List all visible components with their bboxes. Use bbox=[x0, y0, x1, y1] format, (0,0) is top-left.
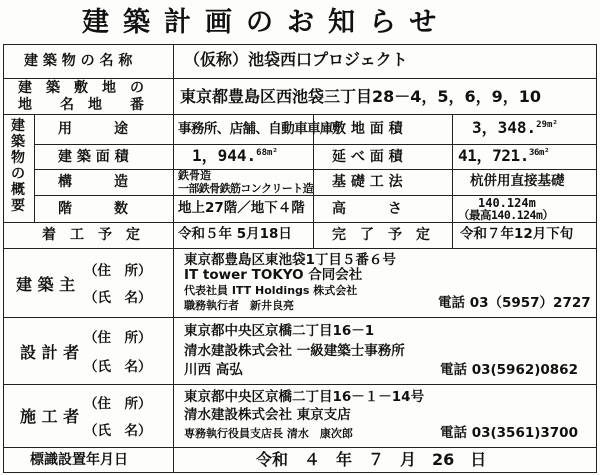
contractor-name-label: （氏 名） bbox=[84, 423, 152, 439]
owner-name-line3: 職務執行者 新井良亮 bbox=[184, 299, 294, 312]
site-area-number: 3，348. bbox=[472, 118, 537, 137]
building-name-value: （仮称）池袋西口プロジェクト bbox=[184, 50, 408, 69]
owner-phone: 電話 03（5957）2727 bbox=[438, 295, 591, 311]
designer-role: 設 計 者 bbox=[20, 343, 80, 362]
floor-area-number: 41，721. bbox=[458, 146, 529, 165]
designer-phone: 電話 03(5962)0862 bbox=[440, 362, 578, 378]
floors-label: 階 数 bbox=[58, 201, 128, 217]
designer-address: 東京都中央区京橋二丁目16－1 bbox=[184, 323, 375, 339]
floors-value: 地上27階／地下４階 bbox=[178, 200, 305, 216]
contractor-address: 東京都中央区京橋二丁目16－１－14号 bbox=[184, 389, 425, 405]
structure-value-line1: 鉄骨造 bbox=[178, 169, 211, 182]
start-label: 着 工 予 定 bbox=[42, 227, 140, 243]
designer-name-line2: 川西 高弘 bbox=[184, 362, 243, 378]
height-value-line1: 140.124m bbox=[478, 196, 536, 210]
building-area-decimal: 68 bbox=[256, 148, 268, 158]
sign-date-label: 標識設置年月日 bbox=[30, 452, 128, 468]
rule-line bbox=[34, 169, 597, 170]
rule-line bbox=[173, 447, 174, 472]
contractor-name-line2: 専務執行役員支店長 清水 康次郎 bbox=[184, 427, 353, 440]
floor-area-value bbox=[458, 148, 549, 164]
site-area-unit: m² bbox=[547, 120, 558, 130]
rule-line bbox=[596, 44, 597, 472]
rule-line bbox=[34, 114, 35, 222]
foundation-value: 杭併用直接基礎 bbox=[470, 173, 565, 189]
contractor-name-line1: 清水建設株式会社 東京支店 bbox=[184, 407, 351, 423]
rule-line bbox=[3, 222, 597, 223]
complete-value: 令和７年12月下旬 bbox=[460, 226, 574, 242]
height-value-line2: （最高140.124m） bbox=[458, 208, 554, 222]
floor-area-decimal: 36 bbox=[529, 148, 540, 158]
rule-line bbox=[452, 114, 453, 248]
rule-line bbox=[3, 114, 597, 115]
rule-line bbox=[173, 44, 174, 248]
site-label-line1: 建 築 敷 地 の bbox=[18, 80, 144, 96]
designer-name-label: （氏 名） bbox=[84, 359, 152, 375]
page-title: 建築計画のお知らせ bbox=[82, 7, 451, 38]
contractor-role: 施 工 者 bbox=[20, 407, 80, 426]
sign-date-value: 令和 ４ 年 ７ 月 26 日 bbox=[256, 450, 487, 469]
site-area-label: 敷 地 面 積 bbox=[332, 121, 403, 137]
structure-value-line2: 一部鉄骨鉄筋コンクリート造 bbox=[178, 182, 313, 195]
foundation-label: 基 礎 工 法 bbox=[332, 174, 403, 190]
designer-address-label: （住 所） bbox=[84, 330, 152, 346]
rule-line bbox=[34, 144, 597, 145]
structure-label: 構 造 bbox=[58, 174, 128, 190]
rule-line bbox=[3, 78, 597, 79]
owner-role: 建 築 主 bbox=[16, 275, 76, 294]
designer-name-line1: 清水建設株式会社 一級建築士事務所 bbox=[184, 343, 405, 359]
building-name-label: 建 築 物 の 名 称 bbox=[24, 53, 133, 69]
height-label: 高 さ bbox=[332, 201, 402, 217]
contractor-phone: 電話 03(3561)3700 bbox=[440, 425, 578, 441]
site-area-value bbox=[472, 120, 558, 136]
owner-name-line2: 代表社員 ITT Holdings 株式会社 bbox=[184, 284, 358, 297]
complete-label: 完 了 予 定 bbox=[332, 227, 430, 243]
rule-line bbox=[3, 248, 597, 249]
owner-address: 東京都豊島区東池袋1丁目５番６号 bbox=[184, 252, 396, 268]
owner-name-label: （氏 名） bbox=[84, 290, 152, 306]
building-area-unit: m² bbox=[267, 148, 278, 158]
use-value: 事務所、店舗、自動車車庫 bbox=[178, 121, 333, 137]
rule-line bbox=[3, 447, 597, 448]
rule-line bbox=[173, 248, 174, 447]
rule-line bbox=[3, 317, 597, 318]
rule-line bbox=[3, 472, 597, 473]
site-label-line2: 地 名 地 番 bbox=[18, 97, 144, 113]
rule-line bbox=[3, 44, 597, 45]
start-value: 令和５年 5月18日 bbox=[178, 226, 292, 242]
site-address-value: 東京都豊島区西池袋三丁目28－4，5，6，9，10 bbox=[180, 87, 542, 106]
floor-area-unit: m² bbox=[539, 148, 550, 158]
building-area-value bbox=[192, 148, 278, 164]
floor-area-label: 延 べ 面 積 bbox=[332, 149, 403, 165]
use-label: 用 途 bbox=[58, 121, 128, 137]
building-area-number: 1，944. bbox=[192, 146, 257, 165]
owner-name-line1: IT tower TOKYO 合同会社 bbox=[184, 267, 363, 283]
contractor-address-label: （住 所） bbox=[84, 396, 152, 412]
rule-line bbox=[3, 384, 597, 385]
building-area-label: 建 築 面 積 bbox=[58, 149, 129, 165]
rule-line bbox=[3, 44, 4, 472]
site-area-decimal: 29 bbox=[536, 120, 548, 130]
owner-address-label: （住 所） bbox=[84, 263, 152, 279]
overview-vertical-label: 建築物の概要 bbox=[11, 118, 25, 214]
